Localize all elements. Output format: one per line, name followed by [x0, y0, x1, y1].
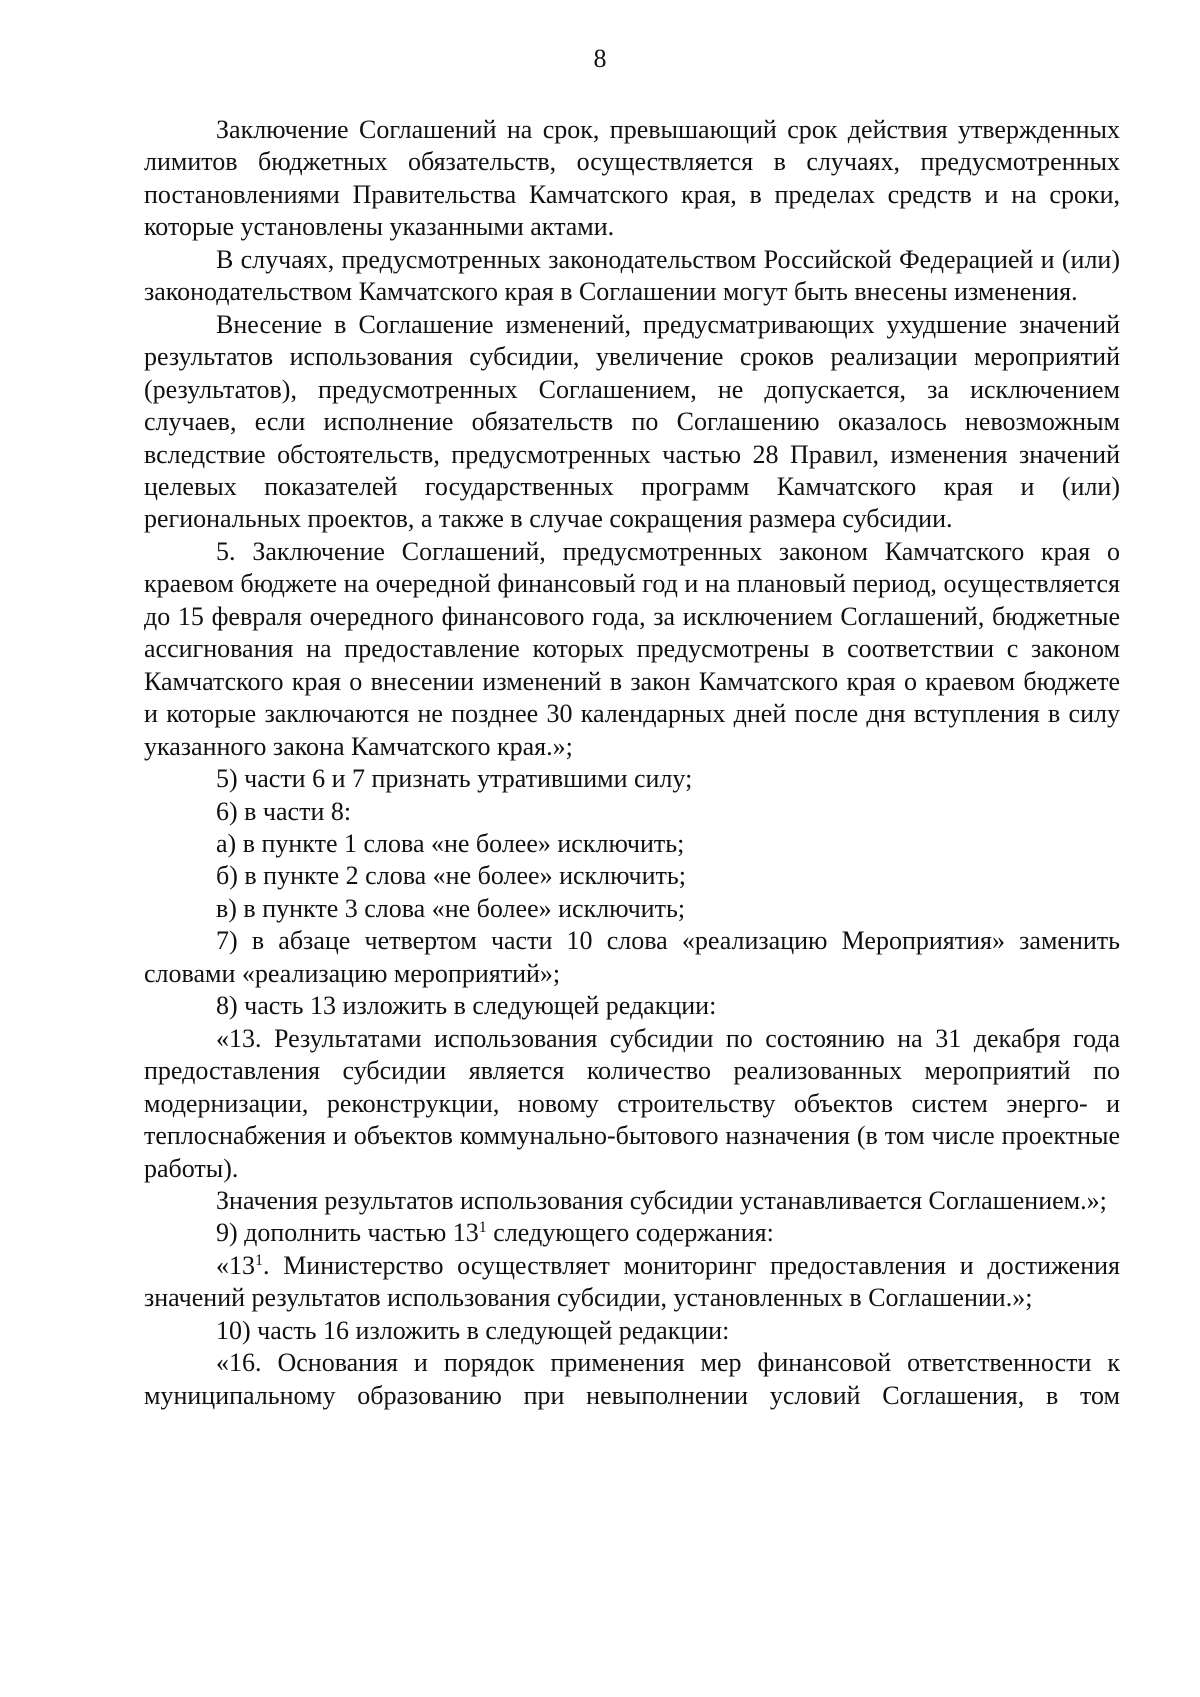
paragraph-results-values: Значения результатов использования субсидии устанавливается Соглашением.»;: [216, 1185, 1107, 1215]
paragraph-item-6v: в) в пункте 3 слова «не более» исключить;: [216, 893, 686, 923]
paragraph-clause-13-1-text-before: «13: [216, 1250, 255, 1280]
paragraph-clause-5: 5. Заключение Соглашений, предусмотренных законом Камчатского края о краевом бюджете на очередной финансовый год и на плановый период, осуществляется до 15 февраля очередного финансового года, за исключением Соглашений, бюджетные ассигнования на предоставление которых предусмотрены в соответствии с законом Камчатского края о внесении изменений в закон Камчатского края о краевом бюджете и которые заключаются не позднее 30 календарных дней после дня вступления в силу указанного закона Камчатского края.»;: [144, 536, 1120, 761]
paragraph-clause-13-1-text-after: . Министерство осуществляет мониторинг предоставления и достижения значений результатов использования субсидии, установленных в Соглашении.»;: [144, 1250, 1120, 1313]
paragraph-item-6a: а) в пункте 1 слова «не более» исключить;: [216, 828, 685, 858]
superscript-one: 1: [255, 1251, 263, 1269]
paragraph-item-9-text-before: 9) дополнить частью 13: [216, 1218, 479, 1248]
paragraph-clause-13-1: [144, 1250, 1120, 1315]
paragraph-item-7: 7) в абзаце четвертом части 10 слова «реализацию Мероприятия» заменить словами «реализацию мероприятий»;: [144, 926, 1120, 988]
paragraph-item-5: 5) части 6 и 7 признать утратившими силу;: [216, 764, 693, 794]
paragraph-amendments-restrictions: Внесение в Соглашение изменений, предусматривающих ухудшение значений результатов использования субсидии, увеличение сроков реализации мероприятий (результатов), предусмотренных Соглашением, не допускается, за исключением случаев, если исполнение обязательств по Соглашению оказалось невозможным вследствие обстоятельств, предусмотренных частью 28 Правил, изменения значений целевых показателей государственных программ Камчатского края и (или) региональных проектов, а также в случае сокращения размера субсидии.: [144, 309, 1120, 534]
paragraph-item-9: [144, 1217, 1120, 1249]
paragraph-clause-16: «16. Основания и порядок применения мер финансовой ответственности к муниципальному образованию при невыполнении условий Соглашения, в том: [144, 1348, 1120, 1410]
paragraph-item-6: 6) в части 8:: [216, 796, 352, 826]
paragraph-amendments-allowed: В случаях, предусмотренных законодательством Российской Федерацией и (или) законодательством Камчатского края в Соглашении могут быть внесены изменения.: [144, 244, 1120, 307]
document-body: [144, 114, 1120, 1412]
paragraph-agreement-term: Заключение Соглашений на срок, превышающий срок действия утвержденных лимитов бюджетных обязательств, осуществляется в случаях, предусмотренных постановлениями Правительства Камчатского края, в пределах средств и на сроки, которые установлены указанными актами.: [144, 115, 1120, 242]
paragraph-item-8: 8) часть 13 изложить в следующей редакции:: [216, 991, 717, 1021]
superscript-one: 1: [478, 1219, 487, 1237]
page-number: 8: [593, 44, 607, 73]
paragraph-item-10: 10) часть 16 изложить в следующей редакции:: [216, 1315, 730, 1345]
paragraph-clause-13: «13. Результатами использования субсидии по состоянию на 31 декабря года предоставления субсидии является количество реализованных мероприятий по модернизации, реконструкции, новому строительству объектов систем энерго- и теплоснабжения и объектов коммунально-бытового назначения (в том числе проектные работы).: [144, 1023, 1120, 1183]
paragraph-item-9-text-after: следующего содержания:: [486, 1218, 774, 1248]
paragraph-item-6b: б) в пункте 2 слова «не более» исключить;: [216, 861, 686, 891]
